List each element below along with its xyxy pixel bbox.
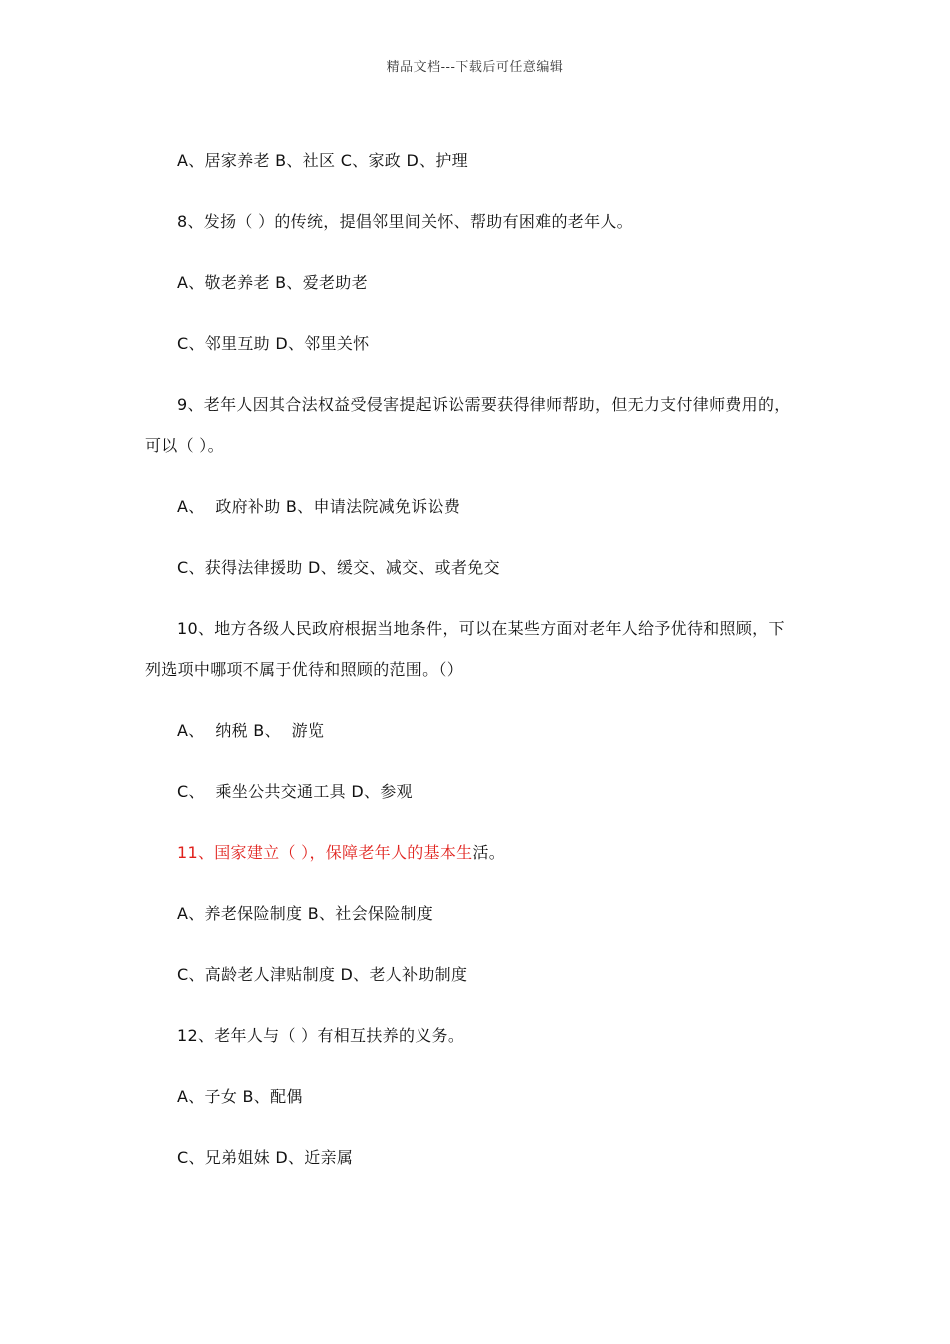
q11-options-ab: A、养老保险制度 B、社会保险制度	[177, 904, 434, 923]
q11-options-cd: C、高龄老人津贴制度 D、老人补助制度	[177, 965, 468, 984]
q12-options-ab: A、子女 B、配偶	[177, 1087, 303, 1106]
q12-options-cd: C、兄弟姐妹 D、近亲属	[177, 1148, 354, 1167]
q10-question: 10、地方各级人民政府根据当地条件，可以在某些方面对老年人给予优待和照顾，下	[177, 619, 785, 638]
q11-question-highlighted: 11、国家建立（ ），保障老年人的基本生	[177, 843, 473, 862]
q11-question	[177, 842, 505, 864]
q9-options-ab: A、 政府补助 B、申请法院减免诉讼费	[177, 497, 461, 516]
q7-options: A、居家养老 B、社区 C、家政 D、护理	[177, 151, 468, 170]
page-header: 精品文档---下载后可任意编辑	[386, 60, 564, 75]
q8-question: 8、发扬（ ）的传统，提倡邻里间关怀、帮助有困难的老年人。	[177, 212, 633, 231]
q9-question-continued: 可以（ ）。	[145, 436, 224, 455]
q8-options-ab: A、敬老养老 B、爱老助老	[177, 273, 368, 292]
q11-question-tail: 活。	[472, 843, 506, 862]
q10-question-continued: 列选项中哪项不属于优待和照顾的范围。（）	[145, 660, 464, 679]
q10-options-ab: A、 纳税 B、 游览	[177, 721, 325, 740]
q9-question: 9、老年人因其合法权益受侵害提起诉讼需要获得律师帮助，但无力支付律师费用的，	[177, 395, 791, 414]
q8-options-cd: C、邻里互助 D、邻里关怀	[177, 334, 370, 353]
q10-options-cd: C、 乘坐公共交通工具 D、参观	[177, 782, 413, 801]
q9-options-cd: C、获得法律援助 D、缓交、减交、或者免交	[177, 558, 500, 577]
q12-question: 12、老年人与（ ）有相互扶养的义务。	[177, 1026, 465, 1045]
